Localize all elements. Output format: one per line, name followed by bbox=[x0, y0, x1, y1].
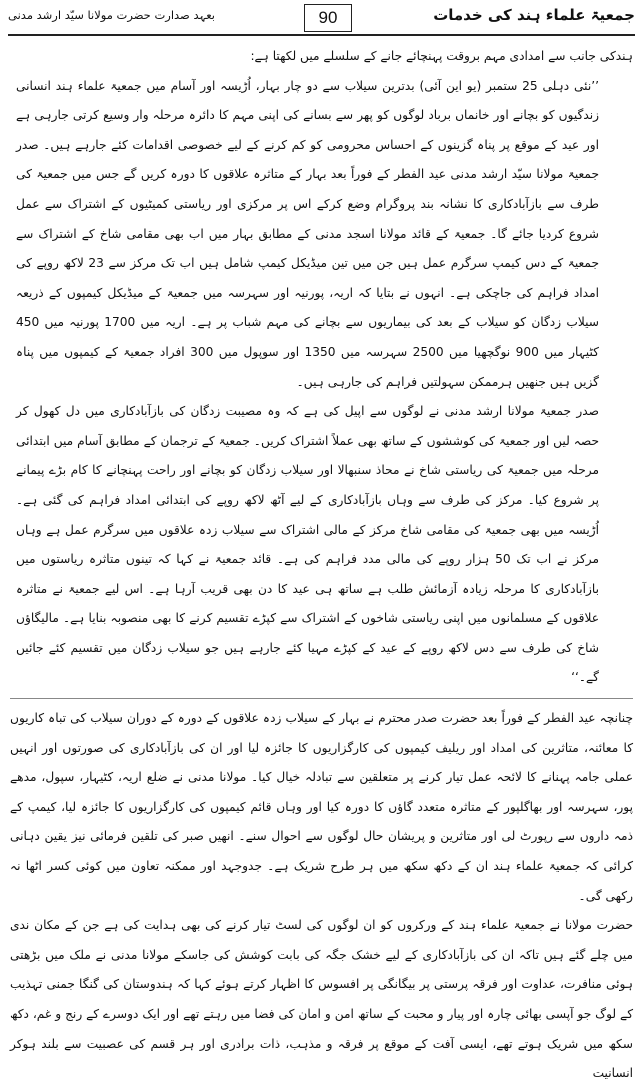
page-header bbox=[8, 4, 635, 36]
running-head-right: جمعیۃ علماء ہند کی خدمات bbox=[433, 6, 635, 24]
quoted-report-part-1: ’’نئی دہلی 25 ستمبر (یو این آئی) بدترین سیلاب سے دو چار بہار، اُڑیسہ اور آسام میں جمعیۃ علماء ہند انسانی زندگیوں کو بچانے اور خانماں برباد لوگوں کو پھر سے بسانے کی اپنی مہم کا دائرہ مرحلہ وار وسیع کرتی جارہی ہے اور عید کے موقع پر پناہ گزینوں کے احساس محرومی کو کم کرنے کے لیے خصوصی اقدامات کئے جارہے ہیں۔ صدر جمعیۃ مولانا سیّد ارشد مدنی عید الفطر کے فوراً بعد بہار کے متاثرہ علاقوں کا دورہ کریں گے جس میں جمعیۃ کی طرف سے بازآبادکاری کا نشانہ بند پروگرام وضع کرکے اس پر مرکزی اور ریاستی کمیٹیوں کے اشتراک سے عمل شروع کردیا جائے گا۔ جمعیۃ کے قائد مولانا اسجد مدنی کے مطابق بہار میں اب بھی مقامی شاخ کے اشتراک سے جمعیۃ کے دس کیمپ سرگرم عمل ہیں جن میں تین میڈیکل کیمپ شامل ہیں اب تک مرکز سے 23 لاکھ روپے کی امداد فراہم کی جاچکی ہے۔ انہوں نے بتایا کہ اریہ، پورنیہ اور سہرسہ میں جمعیۃ کے میڈیکل کیمپوں کے ذریعہ سیلاب زدگان کو سیلاب کے بعد کی بیماریوں سے بچانے کی مہم شباب پر ہے۔ اریہ میں 1700 پورنیہ میں 450 کٹیہار میں 900 نوگچھیا میں 2500 سہرسہ میں 1350 اور سوپول میں 300 افراد جمعیۃ کے کیمپوں میں پناہ گزیں ہیں جنھیں ہرممکن سہولتیں فراہم کی جارہی ہیں۔ bbox=[16, 78, 599, 389]
page-body bbox=[10, 42, 633, 1089]
quoted-report-part-2: صدر جمعیۃ مولانا ارشد مدنی نے لوگوں سے اپیل کی ہے کہ وہ مصیبت زدگان کی بازآبادکاری میں دل کھول کر حصہ لیں اور جمعیۃ کی کوششوں کے ساتھ بھی عملاً اشتراک کریں۔ جمعیۃ کے ترجمان کے مطابق آسام میں ابتدائی مرحلہ میں جمعیۃ کی ریاستی شاخ نے محاذ سنبھالا اور سیلاب زدگان کو بچانے اور راحت پہنچانے کا کام بڑے پیمانے پر شروع کیا۔ مرکز کی طرف سے وہاں بازآبادکاری کے لیے آٹھ لاکھ روپے کی ابتدائی امداد فراہم کی گئی ہے۔ اُڑیسہ میں بھی جمعیۃ کی مقامی شاخ مرکز کے مالی اشتراک سے سیلاب زدہ علاقوں میں سرگرم عمل ہے وہاں مرکز نے اب تک 50 ہزار روپے کی مالی مدد فراہم کی ہے۔ قائد جمعیۃ نے کہا کہ تینوں متاثرہ ریاستوں میں بازآبادکاری کا مرحلہ زیادہ آزمائش طلب ہے ساتھ ہی عید کا دن بھی قریب آرہا ہے۔ اس لیے جمعیۃ نے متاثرہ علاقوں کے مسلمانوں میں اپنی ریاستی شاخوں کے اشتراک سے کپڑے تقسیم کرنے کا بھی منصوبہ بنایا ہے۔ مالیگاؤں شاخ کی طرف سے دس لاکھ روپے کے عید کے کپڑے مہیا کئے جارہے ہیں جو سیلاب زدگان میں تقسیم کئے جائیں گے۔‘‘ bbox=[16, 404, 599, 685]
body-paragraph-2: حضرت مولانا نے جمعیۃ علماء ہند کے ورکروں کو ان لوگوں کی لسٹ تیار کرنے کی بھی ہدایت کی ہے جن کے مکان ندی میں چلے گئے ہیں تاکہ ان کی بازآبادکاری کے لیے خشک جگہ کی بابت کوشش کی جاسکے مولانا مدنی نے ملک میں بڑھتی ہوئی منافرت، عداوت اور فرقہ پرستی پر بیگانگی پر افسوس کا اظہار کرتے ہوئے کہا کہ ہندوستان کی گنگا جمنی تہذیب کے لوگ جو آپسی بھائی چارہ اور پیار و محبت کے ساتھ امن و امان کی فضا میں رہتے تھے اور ایک دوسرے کے رنج و غم، دکھ سکھ میں شریک ہوتے تھے، ایسی آفت کے موقع پر فرقہ و مذہب، ذات برادری اور ہر قسم کی عصبیت سے بلند ہوکر انسانیت bbox=[10, 918, 633, 1081]
page-number: 90 bbox=[304, 4, 352, 32]
intro-paragraph: ہندکی جانب سے امدادی مہم بروقت پہنچائے جانے کے سلسلے میں لکھتا ہے: bbox=[250, 49, 633, 63]
section-divider bbox=[10, 698, 633, 699]
body-paragraph-1: چنانچہ عید الفطر کے فوراً بعد حضرت صدر محترم نے بہار کے سیلاب زدہ علاقوں کے دورہ کے دوران سیلاب کی تباہ کاریوں کا معائنہ، متاثرین کی امداد اور ریلیف کیمپوں کی کارگزاریوں کا جائزہ لیا اور ان کی بازآبادکاری کی صورتوں اور انہیں عملی جامہ پہنانے کا لائحہ عمل تیار کرنے پر متعلقین سے تبادلہ خیال کیا۔ مولانا مدنی نے ضلع اریہ، کٹیہار، سپول، مدھے پور، سہرسہ اور بھاگلپور کے متاثرہ متعدد گاؤں کا دورہ کیا اور وہاں قائم کیمپوں کی کارگزاریوں کا جائزہ لیا، کیمپ کے ذمہ داروں سے رپورٹ لی اور متاثرین و پریشان حال لوگوں سے احوال سنے۔ انھیں صبر کی تلقین فرمائی نیز یقین دہانی کرائی کہ جمعیۃ علماء ہند ان کے دکھ سکھ میں ہر طرح شریک ہے۔ جدوجہد اور ممکنہ تعاون میں کوئی کسر اٹھا نہ رکھی گی۔ bbox=[10, 711, 633, 903]
running-head-left: بعہد صدارت حضرت مولانا سیّد ارشد مدنی bbox=[8, 8, 215, 22]
